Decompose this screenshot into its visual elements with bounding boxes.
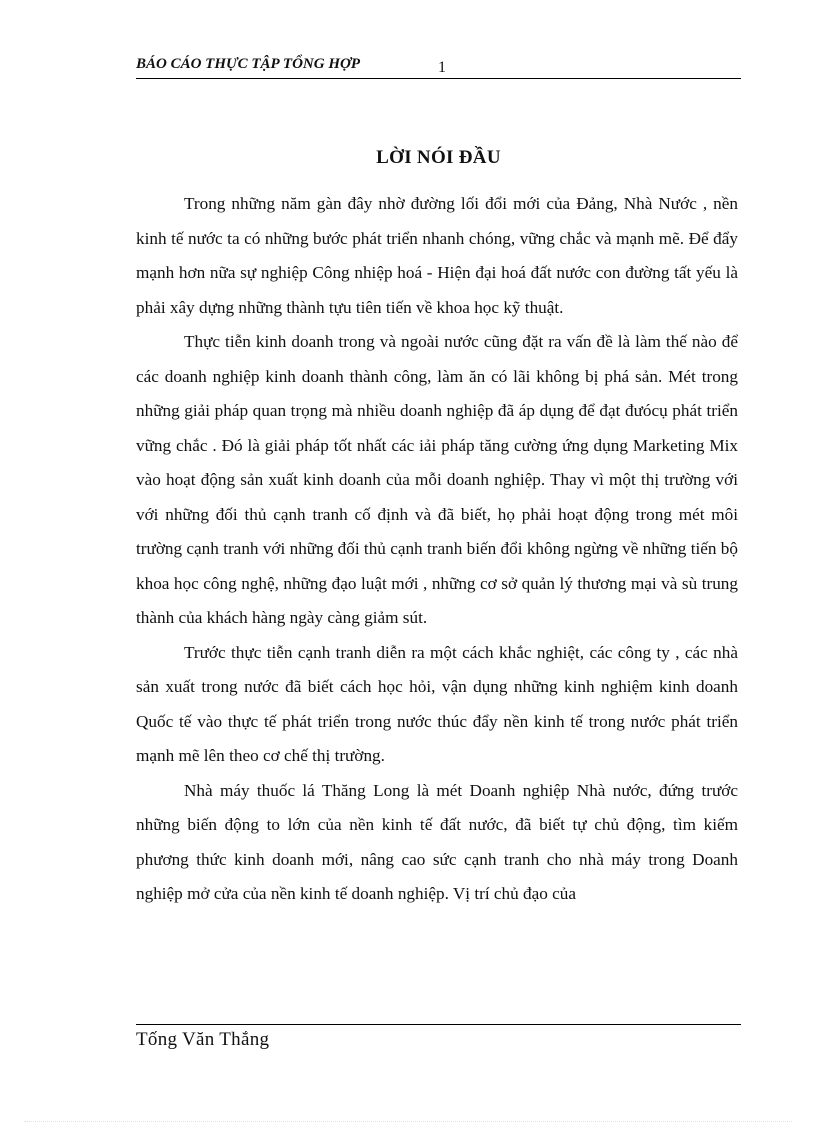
page-number: 1 xyxy=(438,59,446,76)
paragraph-3: Trước thực tiễn cạnh tranh diễn ra một cách khắc nghiệt, các công ty , các nhà sản xuất trong nước đã biết cách học hỏi, vận dụng những kinh nghiệm kinh doanh Quốc tế vào thực tế phát triển trong nước thúc đẩy nền kinh tế trong nước phát triển mạnh mẽ lên theo cơ chế thị trường. xyxy=(136,642,738,765)
header-title: BÁO CÁO THỰC TẬP TỔNG HỢP xyxy=(136,56,360,72)
document-body xyxy=(136,187,738,912)
document-title: LỜI NÓI ĐẦU xyxy=(376,147,501,168)
page-header xyxy=(136,56,741,79)
page-edge-divider xyxy=(24,1121,792,1122)
author-name: Tống Văn Thắng xyxy=(136,1029,270,1050)
paragraph-1: Trong những năm gàn đây nhờ đường lối đổi mới của Đảng, Nhà Nước , nền kinh tế nước ta có những bước phát triển nhanh chóng, vững chắc và mạnh mẽ. Để đẩy mạnh hơn nữa sự nghiệp Công nhiệp hoá - Hiện đại hoá đất nước con đường tất yếu là phải xây dựng những thành tựu tiên tiến về khoa học kỹ thuật. xyxy=(136,194,738,317)
paragraph-2: Thực tiễn kinh doanh trong và ngoài nước cũng đặt ra vấn đề là làm thế nào để các doanh nghiệp kinh doanh thành công, làm ăn có lãi không bị phá sản. Mét trong những giải pháp quan trọng mà nhiều doanh nghiệp đã áp dụng để đạt đưócụ phát triển vững chắc . Đó là giải pháp tốt nhất các iải pháp tăng cường ứng dụng Marketing Mix vào hoạt động sản xuất kinh doanh của mỗi doanh nghiệp. Thay vì một thị trường với với những đối thủ cạnh tranh cố định và đã biết, họ phải hoạt động trong mét môi trường cạnh tranh với những đối thủ cạnh tranh biến đổi không ngừng về những tiến bộ khoa học công nghệ, những đạo luật mới , những cơ sở quản lý thương mại và sù trung thành của khách hàng ngày càng giảm sút. xyxy=(136,332,738,627)
paragraph-4: Nhà máy thuốc lá Thăng Long là mét Doanh nghiệp Nhà nước, đứng trước những biến động to lớn của nền kinh tế đất nước, đã biết tự chủ động, tìm kiếm phương thức kinh doanh mới, nâng cao sức cạnh tranh cho nhà máy trong Doanh nghiệp mở cửa của nền kinh tế doanh nghiệp. Vị trí chủ đạo của xyxy=(136,780,738,903)
page-footer xyxy=(136,1024,741,1050)
